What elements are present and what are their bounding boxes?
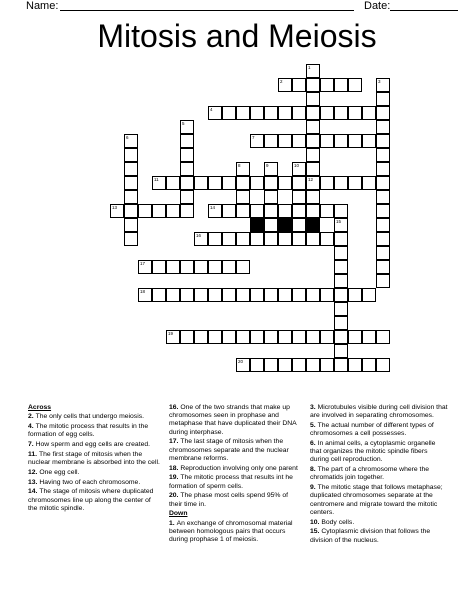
clue-item xyxy=(28,479,160,487)
grid-cell[interactable] xyxy=(292,78,306,92)
across-heading: Across xyxy=(28,404,52,411)
grid-cell[interactable] xyxy=(250,204,264,218)
grid-cell[interactable] xyxy=(124,190,138,204)
grid-cell[interactable] xyxy=(138,288,152,302)
grid-cell[interactable] xyxy=(376,92,390,106)
grid-cell[interactable] xyxy=(320,204,334,218)
clue-item xyxy=(28,423,160,439)
grid-cell[interactable] xyxy=(222,106,236,120)
grid-cell[interactable] xyxy=(138,260,152,274)
black-cell xyxy=(278,218,292,232)
grid-cell[interactable] xyxy=(320,330,334,344)
grid-cell[interactable] xyxy=(292,204,306,218)
clue-number: 1 xyxy=(308,65,311,70)
grid-cell[interactable] xyxy=(320,134,334,148)
name-label: Name: xyxy=(26,0,59,12)
grid-cell[interactable] xyxy=(180,148,194,162)
grid-cell[interactable] xyxy=(208,176,222,190)
grid-cell[interactable] xyxy=(306,120,320,134)
clue-number: 8 xyxy=(238,163,241,168)
grid-cell[interactable] xyxy=(376,330,390,344)
grid-cell[interactable] xyxy=(376,162,390,176)
clue-number: 15 xyxy=(336,219,342,224)
clue-number: 7 xyxy=(252,135,255,140)
clue-number: 17 xyxy=(140,261,146,266)
clue-number: 9 xyxy=(266,163,269,168)
grid-cell[interactable] xyxy=(306,92,320,106)
grid-cell[interactable] xyxy=(348,288,362,302)
grid-cell[interactable] xyxy=(110,204,124,218)
clue-item xyxy=(310,466,448,482)
clue-item xyxy=(28,469,160,477)
grid-cell[interactable] xyxy=(222,330,236,344)
grid-cell[interactable] xyxy=(362,358,376,372)
clue-number: 17. xyxy=(169,438,181,446)
grid-cell[interactable] xyxy=(194,330,208,344)
clue-number: 20 xyxy=(238,359,244,364)
grid-cell[interactable] xyxy=(376,204,390,218)
grid-cell[interactable] xyxy=(264,330,278,344)
grid-cell[interactable] xyxy=(124,218,138,232)
grid-cell[interactable] xyxy=(264,162,278,176)
clue-number: 5 xyxy=(182,121,185,126)
grid-cell[interactable] xyxy=(222,232,236,246)
grid-cell[interactable] xyxy=(334,288,348,302)
grid-cell[interactable] xyxy=(334,330,348,344)
grid-cell[interactable] xyxy=(362,106,376,120)
grid-cell[interactable] xyxy=(222,176,236,190)
grid-cell[interactable] xyxy=(152,288,166,302)
grid-cell[interactable] xyxy=(250,232,264,246)
grid-cell[interactable] xyxy=(208,260,222,274)
grid-cell[interactable] xyxy=(152,260,166,274)
grid-cell[interactable] xyxy=(250,288,264,302)
clue-number: 13 xyxy=(112,205,118,210)
grid-cell[interactable] xyxy=(264,190,278,204)
grid-cell[interactable] xyxy=(306,288,320,302)
clue-number: 3. xyxy=(310,404,318,411)
clue-text: The phase most cells spend 95% of their time in. xyxy=(169,492,289,508)
grid-cell[interactable] xyxy=(124,204,138,218)
grid-cell[interactable] xyxy=(320,232,334,246)
grid-cell[interactable] xyxy=(348,330,362,344)
clue-item xyxy=(28,441,160,449)
grid-cell[interactable] xyxy=(292,176,306,190)
grid-cell[interactable] xyxy=(376,120,390,134)
clue-number: 11. xyxy=(28,450,39,458)
clue-text: The mitotic stage that follows metaphase; duplicated chromosomes separate at the centromere and migrate toward the mitotic centers. xyxy=(310,484,443,516)
grid-cell[interactable] xyxy=(376,274,390,288)
grid-cell[interactable] xyxy=(124,232,138,246)
grid-cell[interactable] xyxy=(194,288,208,302)
clue-item xyxy=(28,451,160,467)
clue-number: 6 xyxy=(126,135,129,140)
clue-number: 4. xyxy=(28,423,36,430)
grid-cell[interactable] xyxy=(320,358,334,372)
clue-item xyxy=(169,404,301,437)
grid-cell[interactable] xyxy=(250,330,264,344)
grid-cell[interactable] xyxy=(236,190,250,204)
black-cell xyxy=(306,218,320,232)
grid-cell[interactable] xyxy=(292,232,306,246)
clue-text: The part of a chromosome where the chromatids join together. xyxy=(310,466,430,482)
clue-item xyxy=(169,520,301,545)
grid-cell[interactable] xyxy=(180,162,194,176)
grid-cell[interactable] xyxy=(292,134,306,148)
grid-cell[interactable] xyxy=(278,176,292,190)
clue-text: The actual number of different types of chromosomes a cell possesses. xyxy=(310,422,434,438)
grid-cell[interactable] xyxy=(306,190,320,204)
clue-text: The stage of mitosis where duplicated chromosomes line up along the center of the mitotic spindle. xyxy=(28,488,154,512)
grid-cell[interactable] xyxy=(376,134,390,148)
grid-cell[interactable] xyxy=(306,358,320,372)
grid-cell[interactable] xyxy=(166,204,180,218)
grid-cell[interactable] xyxy=(124,162,138,176)
grid-cell[interactable] xyxy=(292,106,306,120)
clue-item xyxy=(310,440,448,465)
grid-cell[interactable] xyxy=(264,218,278,232)
grid-cell[interactable] xyxy=(376,78,390,92)
grid-cell[interactable] xyxy=(278,78,292,92)
clue-number: 18 xyxy=(140,289,146,294)
clue-number: 9. xyxy=(310,484,318,492)
grid-cell[interactable] xyxy=(236,330,250,344)
grid-cell[interactable] xyxy=(376,190,390,204)
grid-cell[interactable] xyxy=(166,288,180,302)
grid-cell[interactable] xyxy=(180,204,194,218)
clue-number: 2 xyxy=(280,79,283,84)
grid-cell[interactable] xyxy=(348,358,362,372)
grid-cell[interactable] xyxy=(236,176,250,190)
grid-cell[interactable] xyxy=(250,176,264,190)
date-field[interactable] xyxy=(390,10,458,11)
grid-cell[interactable] xyxy=(166,260,180,274)
grid-cell[interactable] xyxy=(376,246,390,260)
clue-number: 19 xyxy=(168,331,174,336)
clue-number: 2. xyxy=(28,413,36,421)
clue-number: 11 xyxy=(154,177,159,182)
grid-cell[interactable] xyxy=(124,148,138,162)
grid-cell[interactable] xyxy=(194,260,208,274)
grid-cell[interactable] xyxy=(194,232,208,246)
grid-cell[interactable] xyxy=(278,330,292,344)
clue-number: 14 xyxy=(210,205,216,210)
clue-text: How sperm and egg cells are created. xyxy=(35,441,151,448)
clue-text: The mitotic process that results in the formation of egg cells. xyxy=(28,423,149,439)
grid-cell[interactable] xyxy=(306,106,320,120)
grid-cell[interactable] xyxy=(124,134,138,148)
grid-cell[interactable] xyxy=(376,176,390,190)
clue-number: 1. xyxy=(169,519,177,527)
clue-number: 20. xyxy=(169,492,181,500)
clue-number: 13. xyxy=(28,478,40,486)
grid-cell[interactable] xyxy=(334,134,348,148)
grid-cell[interactable] xyxy=(376,106,390,120)
grid-cell[interactable] xyxy=(180,190,194,204)
grid-cell[interactable] xyxy=(334,246,348,260)
grid-cell[interactable] xyxy=(320,106,334,120)
clues-column-1 xyxy=(28,404,160,515)
grid-cell[interactable] xyxy=(334,316,348,330)
clue-text: One of the two strands that make up chromosomes seen in prophase and metaphase that have duplicated their DNA during interphase. xyxy=(169,404,297,436)
clue-item xyxy=(310,519,448,527)
grid-cell[interactable] xyxy=(334,204,348,218)
grid-cell[interactable] xyxy=(306,134,320,148)
down-heading: Down xyxy=(169,510,188,518)
grid-cell[interactable] xyxy=(362,176,376,190)
grid-cell[interactable] xyxy=(278,106,292,120)
clue-item xyxy=(169,465,301,473)
grid-cell[interactable] xyxy=(306,148,320,162)
grid-cell[interactable] xyxy=(180,120,194,134)
clue-text: An exchange of chromosomal material between homologous pairs that occurs during prophase 1 of meiosis. xyxy=(169,519,293,544)
grid-cell[interactable] xyxy=(250,358,264,372)
grid-cell[interactable] xyxy=(250,106,264,120)
clue-number: 4 xyxy=(210,107,213,112)
grid-cell[interactable] xyxy=(180,260,194,274)
grid-cell[interactable] xyxy=(180,330,194,344)
grid-cell[interactable] xyxy=(334,358,348,372)
grid-cell[interactable] xyxy=(292,190,306,204)
grid-cell[interactable] xyxy=(348,134,362,148)
grid-cell[interactable] xyxy=(180,134,194,148)
clue-item xyxy=(310,528,448,544)
clue-text: Reproduction involving only one parent xyxy=(180,464,298,472)
clue-item xyxy=(169,438,301,463)
grid-cell[interactable] xyxy=(292,218,306,232)
grid-cell[interactable] xyxy=(306,176,320,190)
page-title: Mitosis and Meiosis xyxy=(97,18,377,54)
grid-cell[interactable] xyxy=(334,106,348,120)
clue-number: 8. xyxy=(310,466,318,474)
clues-column-3 xyxy=(310,404,448,546)
clue-number: 12. xyxy=(28,468,40,476)
clue-item xyxy=(28,488,160,513)
clue-item xyxy=(310,484,448,517)
clue-number: 16. xyxy=(169,404,181,411)
grid-cell[interactable] xyxy=(320,176,334,190)
clue-number: 16 xyxy=(196,233,202,238)
grid-cell[interactable] xyxy=(264,176,278,190)
grid-cell[interactable] xyxy=(264,232,278,246)
clue-item xyxy=(169,474,301,490)
grid-cell[interactable] xyxy=(166,330,180,344)
grid-cell[interactable] xyxy=(306,78,320,92)
grid-cell[interactable] xyxy=(334,232,348,246)
grid-cell[interactable] xyxy=(376,260,390,274)
grid-cell[interactable] xyxy=(222,260,236,274)
grid-cell[interactable] xyxy=(236,358,250,372)
grid-cell[interactable] xyxy=(124,176,138,190)
grid-cell[interactable] xyxy=(292,330,306,344)
grid-cell[interactable] xyxy=(306,204,320,218)
grid-cell[interactable] xyxy=(334,176,348,190)
grid-cell[interactable] xyxy=(264,134,278,148)
clue-item xyxy=(310,404,448,420)
grid-cell[interactable] xyxy=(348,106,362,120)
grid-cell[interactable] xyxy=(236,260,250,274)
grid-cell[interactable] xyxy=(306,64,320,78)
grid-cell[interactable] xyxy=(236,162,250,176)
clue-text: In animal cells, a cytoplasmic organelle that organizes the mitotic spindle fibers during cell reproduction. xyxy=(310,440,436,464)
clue-number: 12 xyxy=(308,177,314,182)
grid-cell[interactable] xyxy=(208,330,222,344)
grid-cell[interactable] xyxy=(264,204,278,218)
clue-text: One egg cell. xyxy=(39,468,80,476)
grid-cell[interactable] xyxy=(152,176,166,190)
grid-cell[interactable] xyxy=(320,288,334,302)
clue-text: Having two of each chromosome. xyxy=(39,478,141,486)
grid-cell[interactable] xyxy=(320,78,334,92)
clue-text: Body cells. xyxy=(321,518,355,526)
clue-number: 5. xyxy=(310,422,318,429)
grid-cell[interactable] xyxy=(376,232,390,246)
grid-cell[interactable] xyxy=(278,134,292,148)
clue-item xyxy=(310,422,448,438)
grid-cell[interactable] xyxy=(306,330,320,344)
grid-cell[interactable] xyxy=(278,288,292,302)
grid-cell[interactable] xyxy=(236,232,250,246)
grid-cell[interactable] xyxy=(362,288,376,302)
grid-cell[interactable] xyxy=(222,288,236,302)
grid-cell[interactable] xyxy=(264,288,278,302)
clue-number: 10. xyxy=(310,518,322,526)
clue-number: 7. xyxy=(28,441,36,448)
grid-cell[interactable] xyxy=(264,106,278,120)
grid-cell[interactable] xyxy=(236,204,250,218)
grid-cell[interactable] xyxy=(194,176,208,190)
grid-cell[interactable] xyxy=(278,358,292,372)
clue-text: The first stage of mitosis when the nuclear membrane is absorbed into the cell. xyxy=(28,450,160,466)
clue-number: 19. xyxy=(169,474,181,482)
clue-text: The only cells that undergo meiosis. xyxy=(35,413,144,421)
clue-number: 18. xyxy=(169,464,181,472)
grid-cell[interactable] xyxy=(278,204,292,218)
black-cell xyxy=(250,218,264,232)
grid-cell[interactable] xyxy=(348,78,362,92)
grid-cell[interactable] xyxy=(306,232,320,246)
clue-text: Cytoplasmic division that follows the division of the nucleus. xyxy=(310,528,431,544)
clues-column-2 xyxy=(169,404,301,546)
grid-cell[interactable] xyxy=(292,162,306,176)
grid-cell[interactable] xyxy=(152,204,166,218)
grid-cell[interactable] xyxy=(334,302,348,316)
clue-text: The mitotic process that results int he formation of sperm cells. xyxy=(169,474,293,490)
grid-cell[interactable] xyxy=(208,232,222,246)
clue-item xyxy=(28,413,160,421)
grid-cell[interactable] xyxy=(376,358,390,372)
clue-text: Microtubules visible during cell division that are involved in separating chromosomes. xyxy=(310,404,448,420)
grid-cell[interactable] xyxy=(334,344,348,358)
grid-cell[interactable] xyxy=(236,288,250,302)
grid-cell[interactable] xyxy=(250,134,264,148)
grid-cell[interactable] xyxy=(222,204,236,218)
grid-cell[interactable] xyxy=(362,134,376,148)
grid-cell[interactable] xyxy=(166,176,180,190)
grid-cell[interactable] xyxy=(362,330,376,344)
grid-cell[interactable] xyxy=(348,176,362,190)
grid-cell[interactable] xyxy=(180,288,194,302)
grid-cell[interactable] xyxy=(208,204,222,218)
grid-cell[interactable] xyxy=(334,78,348,92)
grid-cell[interactable] xyxy=(138,204,152,218)
clue-number: 14. xyxy=(28,488,40,496)
grid-cell[interactable] xyxy=(306,162,320,176)
grid-cell[interactable] xyxy=(264,358,278,372)
grid-cell[interactable] xyxy=(376,148,390,162)
grid-cell[interactable] xyxy=(334,274,348,288)
grid-cell[interactable] xyxy=(236,106,250,120)
clue-number: 3 xyxy=(378,79,381,84)
name-field[interactable] xyxy=(60,10,354,11)
grid-cell[interactable] xyxy=(334,218,348,232)
grid-cell[interactable] xyxy=(180,176,194,190)
grid-cell[interactable] xyxy=(292,358,306,372)
grid-cell[interactable] xyxy=(208,288,222,302)
clue-number: 6. xyxy=(310,440,318,447)
clue-text: The last stage of mitosis when the chromosomes separate and the nuclear membrane reforms. xyxy=(169,438,289,462)
date-label: Date: xyxy=(364,0,391,12)
grid-cell[interactable] xyxy=(292,288,306,302)
grid-cell[interactable] xyxy=(208,106,222,120)
clue-number: 15. xyxy=(310,528,322,536)
grid-cell[interactable] xyxy=(334,260,348,274)
grid-cell[interactable] xyxy=(376,218,390,232)
clue-item xyxy=(169,492,301,508)
grid-cell[interactable] xyxy=(278,232,292,246)
clue-number: 10 xyxy=(294,163,300,168)
